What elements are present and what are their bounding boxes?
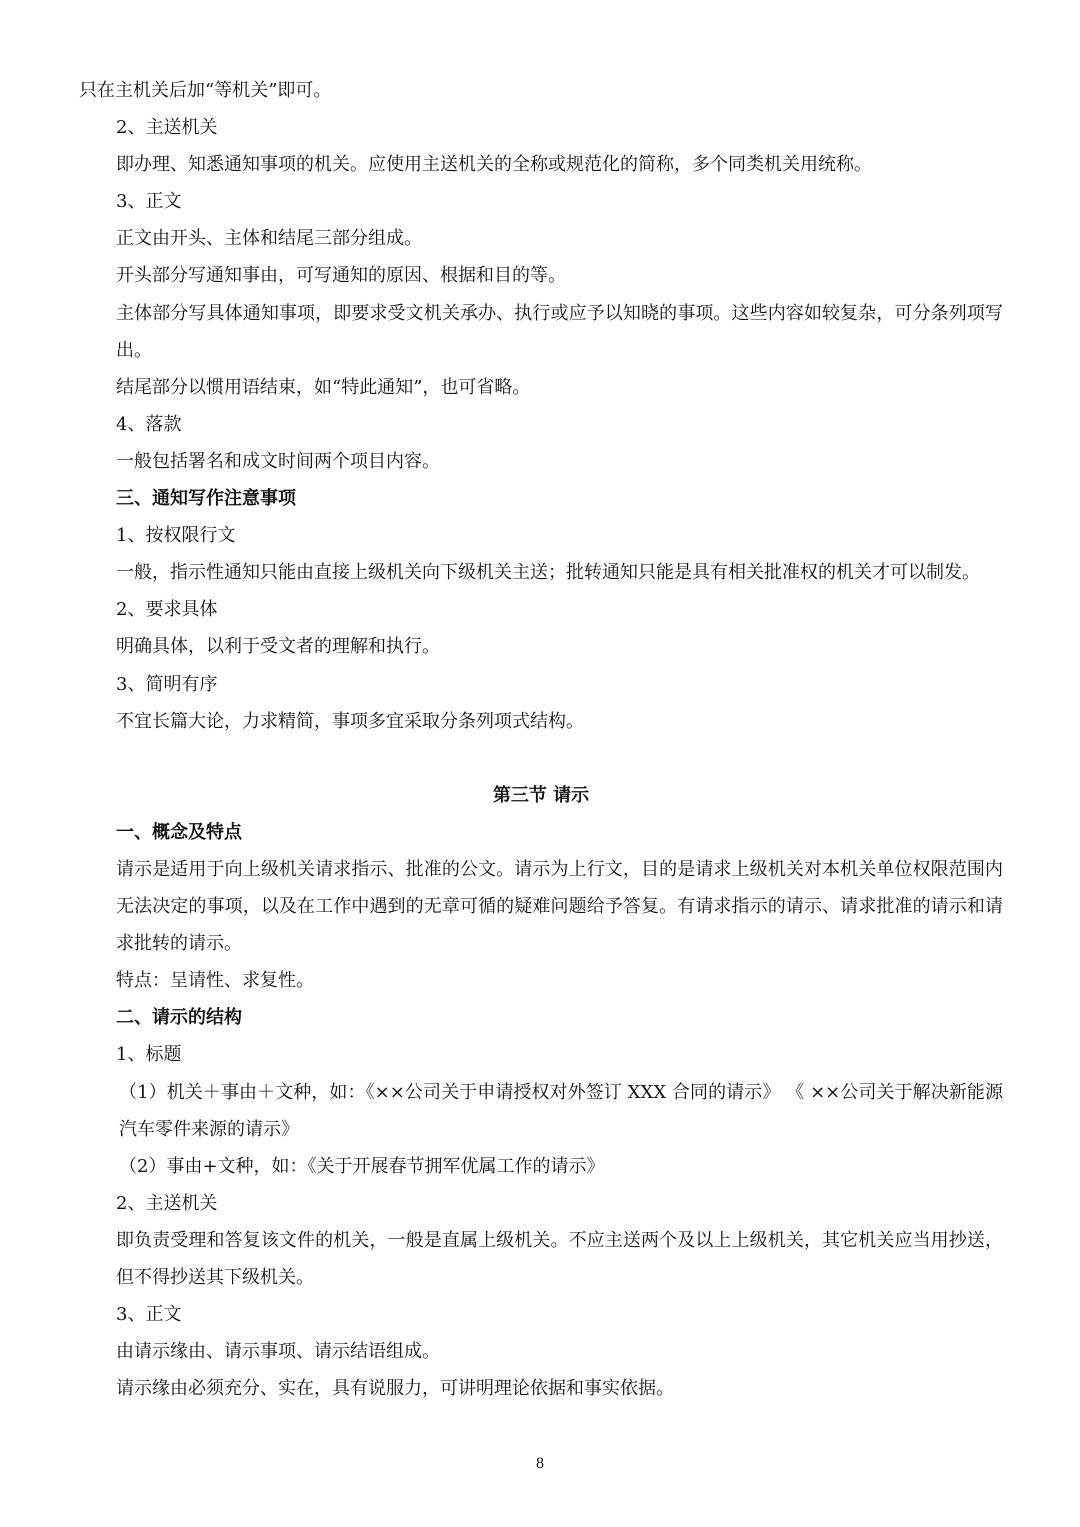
heading-notes: 三、通知写作注意事项 <box>116 488 296 510</box>
paragraph-signature: 一般包括署名和成文时间两个项目内容。 <box>116 450 440 472</box>
paragraph-body-parts: 正文由开头、主体和结尾三部分组成。 <box>116 228 422 250</box>
subheading-signature: 4、落款 <box>116 413 182 435</box>
document-page <box>79 72 1003 1407</box>
paragraph-features: 特点：呈请性、求复性。 <box>116 970 314 992</box>
paragraph-main-recipient: 即办理、知悉通知事项的机关。应使用主送机关的全称或规范化的简称，多个同类机关用统称。 <box>116 154 872 176</box>
subheading-title: 1、标题 <box>116 1044 182 1066</box>
paragraph-reason: 请示缘由必须充分、实在，具有说服力，可讲明理论依据和事实依据。 <box>116 1378 674 1400</box>
section-title: 第三节 请示 <box>492 784 590 806</box>
paragraph-main-recipient-2: 即负责受理和答复该文件的机关，一般是直属上级机关。不应主送两个及以上上级机关，其它机关应当用抄送，但不得抄送其下级机关。 <box>116 1229 1003 1288</box>
subheading-main-recipient: 2、主送机关 <box>116 117 218 139</box>
spacer <box>79 740 1003 777</box>
paragraph-body-composition: 由请示缘由、请示事项、请示结语组成。 <box>116 1341 440 1363</box>
paragraph-concise: 不宜长篇大论，力求精简，事项多宜采取分条列项式结构。 <box>116 710 584 732</box>
subheading-specific: 2、要求具体 <box>116 599 218 621</box>
paragraph-main-part: 主体部分写具体通知事项，即要求受文机关承办、执行或应予以知晓的事项。这些内容如较复杂，可分条列项写出。 <box>116 302 1003 361</box>
page-number: 8 <box>536 1455 544 1472</box>
paragraph-title-format-2: （2）事由+文种，如：《关于开展春节拥军优属工作的请示》 <box>119 1155 605 1177</box>
paragraph-authority: 一般，指示性通知只能由直接上级机关向下级机关主送；批转通知只能是具有相关批准权的机关才可以制发。 <box>116 562 980 584</box>
subheading-main-recipient-2: 2、主送机关 <box>116 1192 218 1214</box>
subheading-authority: 1、按权限行文 <box>116 525 236 547</box>
subheading-concise: 3、简明有序 <box>116 673 218 695</box>
continuation-line: 只在主机关后加“等机关”即可。 <box>79 80 332 101</box>
heading-structure: 二、请示的结构 <box>116 1007 242 1029</box>
paragraph-ending: 结尾部分以惯用语结束，如“特此通知”，也可省略。 <box>116 376 531 398</box>
subheading-body: 3、正文 <box>116 191 182 213</box>
heading-concept: 一、概念及特点 <box>116 821 242 843</box>
paragraph-specific: 明确具体，以利于受文者的理解和执行。 <box>116 636 440 658</box>
subheading-body-2: 3、正文 <box>116 1304 182 1326</box>
paragraph-concept: 请示是适用于向上级机关请求指示、批准的公文。请示为上行文，目的是请求上级机关对本机关单位权限范围内无法决定的事项，以及在工作中遇到的无章可循的疑难问题给予答复。有请求指示的请示、请求批准的请示和请求批转的请示。 <box>116 858 1003 955</box>
paragraph-opening: 开头部分写通知事由，可写通知的原因、根据和目的等。 <box>116 265 566 287</box>
paragraph-title-format-1: （1）机关＋事由＋文种，如：《××公司关于申请授权对外签订 XXX 合同的请示》 《 ××公司关于解决新能源汽车零件来源的请示》 <box>119 1081 1003 1140</box>
